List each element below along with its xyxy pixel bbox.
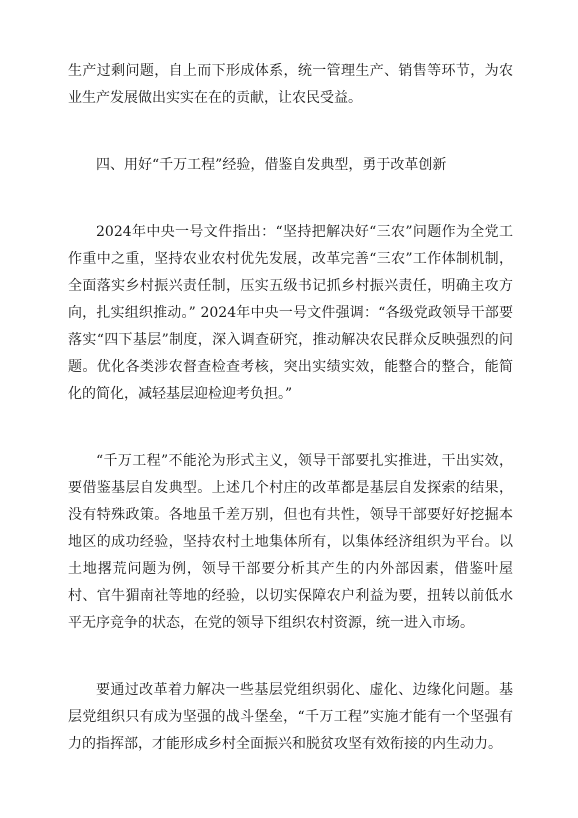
body-paragraph-2: “千万工程”不能沦为形式主义，领导干部要扎实推进，干出实效，要借鉴基层自发典型。上述几个村庄的改革都是基层自发探索的结果，没有特殊政策。各地虽千差万别，但也有共性，领导干部要好好挖掘本地区的成功经验，坚持农村土地集体所有，以集体经济组织为平台。以土地撂荒问题为例，领导干部要分析其产生的内外部因素，借鉴叶屋村、官牛猸南社等地的经验，以切实保障农户利益为要，扭转以前低水平无序竞争的状态，在党的领导下组织农村资源，统一进入市场。 [68,453,513,631]
spacer [68,112,513,152]
document-page [68,58,513,758]
spacer [68,637,513,677]
body-paragraph-3: 要通过改革着力解决一些基层党组织弱化、虚化、边缘化问题。基层党组织只有成为坚强的战斗堡垒，“千万工程”实施才能有一个坚强有力的指挥部，才能形成乡村全面振兴和脱贫攻坚有效衔接的内生动力。 [68,682,513,752]
spacer [68,179,513,219]
body-paragraph-1: 2024年中央一号文件指出：“坚持把解决好“三农”问题作为全党工作重中之重，坚持农业农村优先发展，改革完善“三农”工作体制机制，全面落实乡村振兴责任制，压实五级书记抓乡村振兴责任，明确主攻方向，扎实组织推动。” 2024年中央一号文件强调：“各级党政领导干部要落实“四下基层”制度，深入调查研究，推动解决农民群众反映强烈的问题。优化各类涉农督查检查考核，突出实绩实效，能整合的整合，能简化的简化，减轻基层迎检迎考负担。” [68,224,513,402]
spacer [68,408,513,448]
paragraph-continuation: 生产过剩问题，自上而下形成体系，统一管理生产、销售等环节，为农业生产发展做出实实在在的贡献，让农民受益。 [68,63,513,106]
section-heading: 四、用好“千万工程”经验，借鉴自发典型，勇于改革创新 [96,157,447,173]
